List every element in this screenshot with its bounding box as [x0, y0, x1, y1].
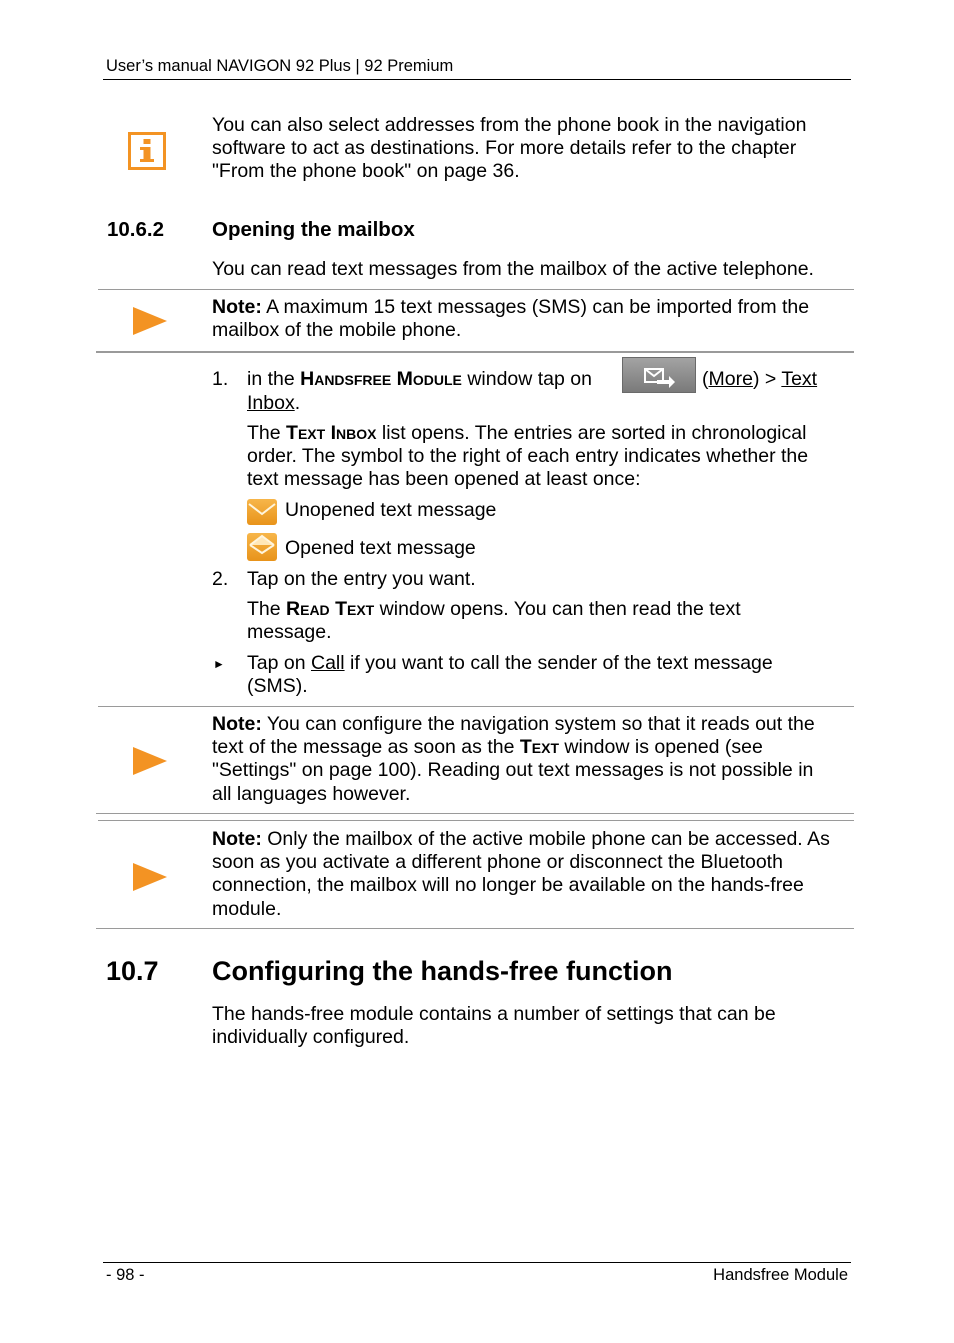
running-header: User’s manual NAVIGON 92 Plus | 92 Premium	[106, 57, 454, 75]
section-number: 10.7	[106, 956, 159, 986]
note-divider	[98, 820, 854, 821]
footer-chapter: Handsfree Module	[713, 1266, 848, 1284]
footer-rule	[103, 1262, 851, 1263]
step-1-path-cont: Inbox.	[247, 392, 301, 414]
section-title: Configuring the hands-free function	[212, 956, 673, 986]
step-1-path: (More) > Text	[702, 368, 818, 390]
note-2: Note: You can configure the navigation system so that it reads out the text of the message as soon as the Text window is opened (see "Settings" on page 100). Reading out text messages is not possible in all languages however.	[212, 713, 815, 805]
note-arrow-icon	[133, 863, 167, 891]
note-divider	[96, 813, 854, 814]
header-rule	[103, 79, 851, 80]
note-1: Note: A maximum 15 text messages (SMS) can be imported from the mailbox of the mobile phone.	[212, 296, 810, 342]
section-107-text: The hands-free module contains a number of settings that can be individually configured.	[212, 1003, 776, 1049]
bullet-text: Tap on Call if you want to call the sender of the text message (SMS).	[247, 652, 773, 698]
step-1-text: in the Handsfree Module window tap on	[247, 368, 592, 390]
note-divider	[98, 706, 854, 707]
step-2-desc: The Read Text window opens. You can then read the text message.	[247, 598, 741, 644]
step-number: 2.	[212, 568, 229, 590]
section-number: 10.6.2	[107, 218, 164, 241]
envelope-arrow-icon	[623, 358, 695, 392]
call-link[interactable]: Call	[310, 652, 345, 674]
section-intro: You can read text messages from the mailbox of the active telephone.	[212, 258, 814, 280]
section-title: Opening the mailbox	[212, 218, 415, 241]
note-divider	[96, 351, 854, 353]
info-icon	[128, 132, 164, 168]
note-arrow-icon	[133, 747, 167, 775]
note-divider	[98, 289, 854, 290]
unopened-label: Unopened text message	[285, 499, 497, 521]
info-note-text: You can also select addresses from the phone book in the navigation software to act as destinations. For more details refer to the chapter "From the phone book" on page 36.	[212, 114, 807, 183]
step-1-desc: The Text Inbox list opens. The entries are sorted in chronological order. The symbol to the right of each entry indicates whether the text message has been opened at least once:	[247, 422, 809, 491]
note-arrow-icon	[133, 307, 167, 335]
step-number: 1.	[212, 368, 229, 390]
more-link[interactable]: More	[708, 368, 753, 390]
note-3: Note: Only the mailbox of the active mobile phone can be accessed. As soon as you activate a different phone or disconnect the Bluetooth connection, the mailbox will no longer be available on the hands-free module.	[212, 828, 830, 920]
text-inbox-link[interactable]: Inbox	[247, 392, 295, 414]
opened-label: Opened text message	[285, 537, 476, 559]
opened-envelope-icon	[247, 533, 277, 561]
page-number: - 98 -	[106, 1266, 145, 1284]
more-button[interactable]	[622, 357, 696, 393]
text-inbox-link[interactable]: Text	[781, 368, 818, 390]
unopened-envelope-icon	[247, 499, 277, 525]
bullet-marker: ►	[213, 657, 225, 671]
step-2-text: Tap on the entry you want.	[247, 568, 476, 590]
note-divider	[96, 928, 854, 929]
